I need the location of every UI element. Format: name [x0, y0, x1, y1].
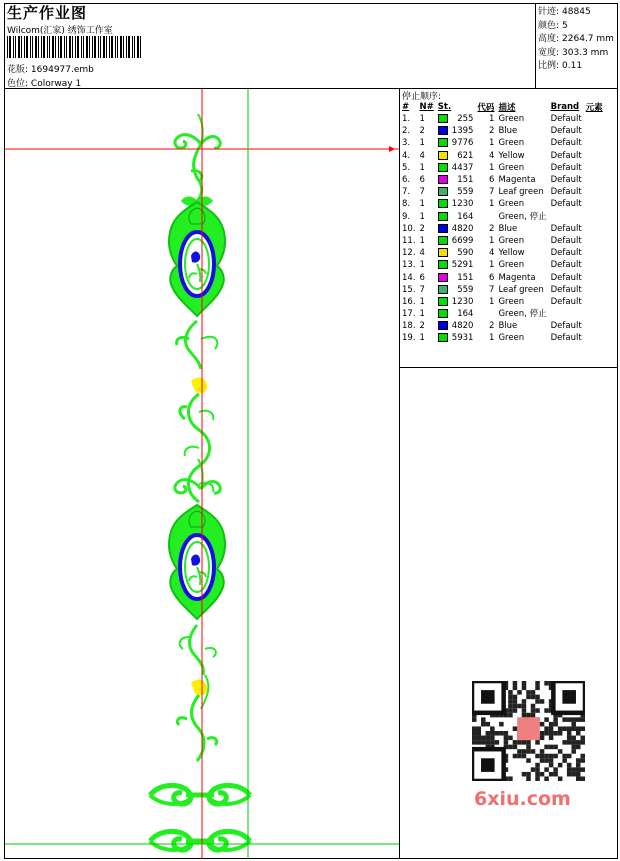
motif-vine-2: [177, 625, 216, 761]
stat-row: [538, 45, 608, 58]
table-row: [400, 332, 605, 344]
column-header: 代码: [477, 103, 495, 113]
row-code: 1: [489, 235, 495, 246]
barcode: [7, 36, 142, 58]
row-element: [584, 308, 605, 320]
design-file-line: [7, 62, 94, 75]
row-description: Green: [498, 138, 525, 149]
color-swatch: [436, 186, 450, 198]
row-brand: Default: [550, 321, 582, 332]
row-element: [584, 150, 605, 162]
stat-label: 颜色:: [538, 20, 560, 31]
row-stitches: 559: [457, 284, 474, 295]
colorway-label: 色位:: [7, 79, 29, 89]
row-code: 1: [489, 260, 495, 271]
row-description: Green: [498, 296, 525, 307]
row-brand: Default: [550, 272, 582, 283]
row-code: 2: [489, 223, 495, 234]
color-swatch-box: [438, 333, 448, 342]
row-index: 13.: [402, 260, 416, 271]
color-swatch-box: [438, 175, 448, 184]
row-needle: 7: [419, 187, 425, 198]
stat-label: 比例:: [538, 61, 560, 71]
stat-label: 宽度:: [538, 47, 560, 58]
column-header: 描述: [498, 103, 516, 113]
row-index: 19.: [402, 333, 416, 344]
row-brand: Default: [550, 138, 582, 149]
table-row: [400, 211, 605, 223]
stat-row: [538, 58, 582, 71]
color-swatch-box: [438, 236, 448, 245]
table-row: [400, 162, 605, 174]
motif-base-scroll: [150, 785, 250, 850]
stats-divider: [535, 3, 536, 89]
watermark: 6xiu.com: [474, 788, 571, 810]
row-code: [475, 308, 496, 320]
color-swatch: [436, 150, 450, 162]
row-stitches: 590: [457, 248, 474, 259]
row-index: 12.: [402, 248, 416, 259]
row-description: Blue: [498, 223, 518, 234]
row-stitches: 1395: [451, 126, 474, 137]
row-stitches: 4820: [451, 223, 474, 234]
stat-row: [538, 4, 591, 17]
stop-sequence-table: [400, 101, 605, 345]
table-row: [400, 150, 605, 162]
row-brand: Default: [550, 150, 582, 161]
row-stitches: 4437: [451, 162, 474, 173]
row-element: [584, 174, 605, 186]
row-description: Green: [498, 235, 525, 246]
table-row: [400, 125, 605, 137]
row-code: [475, 211, 496, 223]
color-swatch-box: [438, 126, 448, 135]
color-swatch: [436, 320, 450, 332]
row-needle: 6: [419, 175, 425, 186]
row-index: 10.: [402, 223, 416, 234]
row-code: 4: [489, 248, 495, 259]
row-index: 18.: [402, 321, 416, 332]
color-swatch-box: [438, 273, 448, 282]
table-row: [400, 259, 605, 271]
row-needle: 1: [419, 235, 425, 246]
row-index: 3.: [402, 138, 411, 149]
row-element: [584, 259, 605, 271]
color-swatch-box: [438, 224, 448, 233]
row-brand: Default: [550, 187, 582, 198]
row-index: 14.: [402, 272, 416, 283]
row-brand: [549, 308, 584, 320]
colorway-line: [7, 76, 81, 89]
row-needle: 6: [419, 272, 425, 283]
stat-value: 48845: [562, 7, 591, 17]
row-element: [584, 113, 605, 125]
table-row: [400, 308, 605, 320]
row-brand: Default: [550, 162, 582, 173]
column-header: 元素: [585, 103, 603, 113]
table-row: [400, 271, 605, 283]
row-code: 6: [489, 175, 495, 186]
row-element: [584, 235, 605, 247]
row-code: 1: [489, 296, 495, 307]
row-stitches: 164: [457, 309, 474, 320]
row-needle: 1: [419, 199, 425, 210]
row-needle: 1: [419, 260, 425, 271]
color-swatch: [436, 174, 450, 186]
table-row: [400, 113, 605, 125]
row-brand: [549, 211, 584, 223]
column-header: St.: [437, 102, 452, 112]
guide-arrow: [389, 146, 395, 152]
color-swatch-box: [438, 138, 448, 147]
row-brand: Default: [550, 296, 582, 307]
stat-value: 5: [562, 20, 568, 31]
color-swatch-box: [438, 212, 448, 221]
row-index: 6.: [402, 175, 411, 186]
page-title: 生产作业图: [7, 4, 88, 22]
row-stitches: 6699: [451, 235, 474, 246]
row-needle: 1: [419, 138, 425, 149]
row-description: Green, 停止: [498, 211, 547, 222]
color-swatch: [436, 271, 450, 283]
row-code: 1: [489, 138, 495, 149]
row-element: [584, 198, 605, 210]
motif-vine-1: [177, 321, 218, 502]
stat-value: 2264.7 mm: [562, 34, 614, 44]
row-description: Green: [498, 114, 525, 125]
color-swatch: [436, 308, 450, 320]
row-index: 8.: [402, 199, 411, 210]
row-stitches: 5931: [451, 333, 474, 344]
row-index: 4.: [402, 150, 411, 161]
row-stitches: 164: [457, 211, 474, 222]
design-label: 花版:: [7, 65, 29, 75]
row-stitches: 4820: [451, 321, 474, 332]
row-brand: Default: [550, 114, 582, 125]
row-element: [584, 211, 605, 223]
stop-sequence-header: 停止顺序:: [402, 92, 442, 102]
color-swatch-box: [438, 187, 448, 196]
design-value: 1694977.emb: [30, 65, 94, 75]
color-swatch-box: [438, 114, 448, 123]
table-header-row: [400, 101, 605, 113]
row-code: 2: [489, 126, 495, 137]
row-needle: 1: [419, 162, 425, 173]
row-stitches: 151: [457, 175, 474, 186]
row-needle: 1: [419, 333, 425, 344]
column-header: N#: [419, 102, 434, 112]
table-row: [400, 198, 605, 210]
table-row: [400, 223, 605, 235]
color-swatch: [436, 247, 450, 259]
table-bottom-divider: [399, 367, 618, 368]
row-description: Green: [498, 162, 525, 173]
table-row: [400, 186, 605, 198]
row-element: [584, 125, 605, 137]
row-index: 11.: [402, 235, 416, 246]
row-index: 1.: [402, 114, 411, 125]
table-row: [400, 137, 605, 149]
stat-value: 0.11: [562, 61, 583, 71]
color-swatch: [436, 211, 450, 223]
row-stitches: 621: [457, 150, 474, 161]
row-needle: 7: [419, 284, 425, 295]
row-brand: Default: [550, 126, 582, 137]
table-row: [400, 174, 605, 186]
color-swatch-box: [438, 285, 448, 294]
row-element: [584, 247, 605, 259]
row-brand: Default: [550, 284, 582, 295]
row-needle: 1: [419, 114, 425, 125]
row-element: [584, 320, 605, 332]
row-index: 17.: [402, 309, 416, 320]
table-row: [400, 284, 605, 296]
row-description: Leaf green: [498, 187, 544, 198]
color-swatch: [436, 296, 450, 308]
company-name: Wilcom(汇家) 绣饰工作室: [7, 26, 113, 36]
row-description: Yellow: [498, 150, 525, 161]
row-needle: 1: [419, 296, 425, 307]
table-row: [400, 235, 605, 247]
row-stitches: 9776: [451, 138, 474, 149]
row-brand: Default: [550, 333, 582, 344]
color-swatch: [436, 259, 450, 271]
row-brand: Default: [550, 175, 582, 186]
color-swatch: [436, 162, 450, 174]
row-needle: 2: [419, 126, 425, 137]
column-header: Brand: [550, 102, 580, 112]
row-index: 7.: [402, 187, 411, 198]
qr-code: [472, 681, 585, 781]
row-description: Green: [498, 199, 525, 210]
row-element: [584, 186, 605, 198]
motif-medallion-2: [169, 459, 225, 619]
color-swatch-box: [438, 297, 448, 306]
row-description: Blue: [498, 126, 518, 137]
row-stitches: 559: [457, 187, 474, 198]
color-swatch-box: [438, 321, 448, 330]
row-stitches: 1230: [451, 296, 474, 307]
row-code: 7: [489, 284, 495, 295]
color-swatch: [436, 137, 450, 149]
row-needle: 4: [419, 150, 425, 161]
motif-medallion-1: [169, 202, 225, 316]
row-code: 6: [489, 272, 495, 283]
color-swatch-box: [438, 248, 448, 257]
motif-top-sprig: [175, 114, 220, 207]
color-swatch-box: [438, 199, 448, 208]
row-brand: Default: [550, 260, 582, 271]
color-swatch: [436, 125, 450, 137]
row-element: [584, 332, 605, 344]
row-element: [584, 137, 605, 149]
row-description: Green: [498, 260, 525, 271]
stat-row: [538, 18, 568, 31]
row-brand: Default: [550, 248, 582, 259]
row-code: 1: [489, 162, 495, 173]
row-description: Green, 停止: [498, 309, 547, 320]
row-needle: 1: [419, 211, 425, 222]
row-element: [584, 271, 605, 283]
row-code: 1: [489, 333, 495, 344]
row-stitches: 255: [457, 114, 474, 125]
row-element: [584, 296, 605, 308]
colorway-value: Colorway 1: [30, 79, 82, 89]
stat-label: 针迹:: [538, 7, 560, 17]
row-element: [584, 162, 605, 174]
row-needle: 2: [419, 321, 425, 332]
color-swatch: [436, 332, 450, 344]
color-swatch: [436, 113, 450, 125]
row-description: Leaf green: [498, 284, 544, 295]
row-element: [584, 284, 605, 296]
row-description: Yellow: [498, 248, 525, 259]
table-row: [400, 296, 605, 308]
table-row: [400, 247, 605, 259]
color-swatch: [436, 284, 450, 296]
stat-value: 303.3 mm: [562, 47, 609, 58]
color-swatch: [436, 235, 450, 247]
row-needle: 2: [419, 223, 425, 234]
row-code: 1: [489, 114, 495, 125]
row-code: 1: [489, 199, 495, 210]
color-swatch: [436, 223, 450, 235]
row-index: 16.: [402, 296, 416, 307]
row-needle: 4: [419, 248, 425, 259]
row-index: 15.: [402, 284, 416, 295]
table-row: [400, 320, 605, 332]
row-description: Blue: [498, 321, 518, 332]
column-header: #: [402, 102, 410, 112]
row-brand: Default: [550, 235, 582, 246]
stat-label: 高度:: [538, 34, 560, 44]
row-code: 2: [489, 321, 495, 332]
row-description: Magenta: [498, 272, 536, 283]
row-brand: Default: [550, 223, 582, 234]
row-code: 4: [489, 150, 495, 161]
row-code: 7: [489, 187, 495, 198]
color-swatch-box: [438, 151, 448, 160]
color-swatch-box: [438, 260, 448, 269]
row-index: 5.: [402, 162, 411, 173]
row-description: Magenta: [498, 175, 536, 186]
row-needle: 1: [419, 309, 425, 320]
row-stitches: 151: [457, 272, 474, 283]
color-swatch: [436, 198, 450, 210]
row-stitches: 5291: [451, 260, 474, 271]
row-description: Green: [498, 333, 525, 344]
row-index: 9.: [402, 211, 411, 222]
row-stitches: 1230: [451, 199, 474, 210]
stat-row: [538, 31, 614, 44]
color-swatch-box: [438, 163, 448, 172]
row-element: [584, 223, 605, 235]
embroidery-preview: [5, 89, 399, 859]
row-brand: Default: [550, 199, 582, 210]
row-index: 2.: [402, 126, 411, 137]
color-swatch-box: [438, 309, 448, 318]
